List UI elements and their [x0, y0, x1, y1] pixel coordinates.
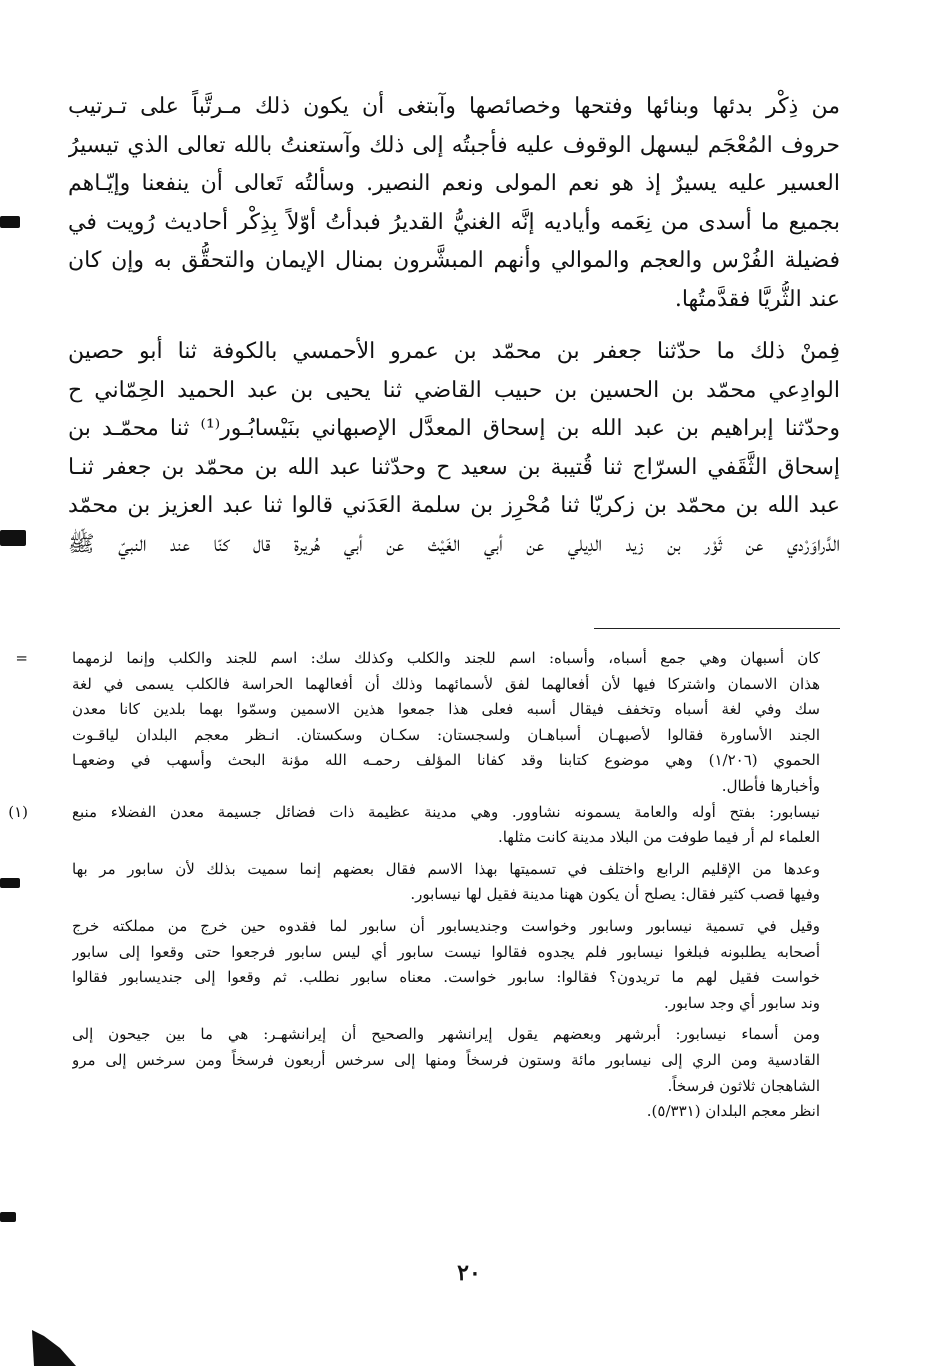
footnote-1-part-4: [72, 1022, 820, 1099]
paragraph-1: [68, 88, 840, 319]
text-line: حروف المُعْجَم ليسهل الوقوف عليه فأجبتُه إلى ذلك وآستعنتُ بالله تعالى الذي تيسيرُ: [68, 132, 840, 158]
footnote-line: كان أسبهان وهي جمع أسباه، وأسباه: اسم للجند والكلب وكذلك سك: اسم للجند والكلب وإنما لزمهما: [72, 649, 820, 667]
footnote-1-part-5: [72, 1099, 820, 1125]
text-line: عند الثُّريَّا فقدَّمتُها.: [674, 286, 840, 312]
footnote-1: [8, 800, 820, 851]
text-line: وحدّثنا إبراهيم بن عبد الله بن إسحاق المعدَّل الإصبهاني بنَيْسابُـور⁽¹⁾ ثنا محمّـد بن: [68, 416, 840, 441]
footnote-line: هذان الاسمان واشتركا فيها لأن أفعالهما لفق لأسمائهما وذلك أن أفعالهما الحراسة فالكلب يسمى في لغة: [72, 674, 820, 693]
footnote-line: وأخبارها فأطال.: [721, 776, 820, 795]
footnote-line: وفيها قصب كثير فقال: يصلح أن يكون ههنا مدينة فقيل لها نيسابور.: [410, 885, 820, 904]
main-text: [68, 88, 840, 564]
text-line: فِمنْ ذلك ما حدّثنا جعفر بن محمّد بن عمرو الأحمسي بالكوفة ثنا أبو حصين: [68, 339, 840, 364]
footnote-1-marker: (١): [8, 802, 28, 821]
scan-corner-mark: [30, 1330, 78, 1366]
footnote-line: سك وفي لغة أسباه وتخفف فيقال أسبه فعلى هذا جمعوا هذين الاسمين وسمّوا بهما بلدين كانا معدن: [72, 700, 820, 719]
footnote-line: وقيل في تسمية نيسابور وسابور وخواست وجنديسابور أن سابور لما فقدوه حين خرج من مملكته خرج: [72, 916, 820, 935]
text-line: بجميع ما أسدى من نِعَمه وأياديه إنَّه الغنيُّ القديرُ فبدأتُ أوّلاً بِذِكْر أحاديث رُويت في: [68, 209, 840, 235]
text-line: الوادِعي محمّد بن الحسين بن حبيب القاضي ثنا يحيى بن عبد الحميد الحِمّاني ح: [68, 377, 840, 403]
text-line: الدَّراوَرْدي عن ثَوْر بن زيد الدِيلي عن أبي الغَيْث عن أبي هُريرة قال كنّا عند النبيّ ﷺ: [68, 531, 840, 557]
text-line: فضيلة الفُرْس والعجم والموالي وأنهم المبشَّرون بمنال الإيمان والتحقُّق به وإن كان: [68, 248, 840, 273]
scan-edge-mark: [0, 216, 20, 228]
footnote-line: ومن أسماء نيسابور: أبرشهر وبعضهم يقول إيرانشهر والصحيح أن إيرانشهـر: هي ما بين جيحون إلى: [72, 1025, 820, 1044]
page-number: ٢٠: [457, 1260, 481, 1286]
footnote-line: أصحابه يطلبونه فبلغوا نيسابور فلم يجدوه فقالوا نيست سابور أي ليس سابور فرجعوا حتى وقعوا إلى سابور: [72, 942, 820, 961]
footnote-line: الحموي (١/٢٠٦) وهي موضوع كتابنا وقد كفانا المؤلف رحمـه الله مؤنة البحث وأسهب في وضعهـا: [72, 751, 820, 770]
footnote-line: الجند الأساورة فقالوا لأصبهـان أسباهـان ولسجستان: سكـان وسكستان. انـظر معجم البلدان لياقـوت: [72, 725, 820, 744]
text-line: عبد الله بن محمّد بن زكريّا ثنا مُحْرِز بن سلمة العَدَني قالوا ثنا عبد العزيز بن محمّد: [68, 493, 840, 518]
footnote-line: وعدها من الإقليم الرابع واختلف في تسميتها بهذا الاسم فقال بعضهم إنما سميت بذلك لأن سابور مر بها: [72, 859, 820, 878]
scan-edge-mark: [0, 530, 26, 546]
footnote-line: انظر معجم البلدان (٥/٣٣١).: [646, 1102, 820, 1121]
text-line: العسير عليه يسيرٌ إذ هو نعم المولى ونعم النصير. وسألتُه تَعالى أن ينفعنا وإيّـاهم: [68, 171, 840, 196]
footnote-line: الشاهجان ثلاثون فرسخاً.: [667, 1076, 820, 1095]
text-line: من ذِكْر بدئها وبنائها وفتحها وخصائصها وآبتغى أن يكون ذلك مـرتَّباً على تـرتيب: [68, 94, 840, 119]
continuation-marker: =: [15, 649, 28, 667]
paragraph-2: [68, 333, 840, 564]
scan-edge-mark: [0, 878, 20, 888]
footnote-line: وند سابور أي وجد سابور.: [663, 993, 820, 1012]
footnote-line: القادسية ومن الري إلى نيسابور مائة وستون فرسخاً ومنها إلى سرخس أربعون فرسخاً ومن سرخس إلى مرو: [72, 1050, 820, 1069]
footnote-1-part-3: [72, 914, 820, 1016]
scan-edge-mark: [0, 1212, 16, 1222]
footnote-line: العلماء لم أر فيما طوفت من البلاد مدينة كانت مثلها.: [497, 828, 820, 847]
footnotes: [8, 646, 820, 1125]
footnote-continuation: [15, 646, 820, 800]
text-line: إسحاق الثَّقَفي السرّاج ثنا قُتيبة بن سعيد ح وحدّثنا عبد الله بن محمّد بن جعفر ثنـا: [68, 454, 840, 480]
footnote-line: نيسابور: بفتح أوله والعامة يسمونه نشاوور. وهي مدينة عظيمة ذات فضائل جسيمة معدن الفضلاء منبع: [72, 802, 820, 821]
footnote-line: خواست فقيل لهم ما تريدون؟ فقالوا: سابور خواست. معناه سابور نطلب. ثم وقعوا إلى جنديسابور فقالوا: [72, 968, 820, 987]
footnote-1-part-2: [72, 857, 820, 908]
paragraph-gap: [68, 319, 840, 333]
footnote-separator: [594, 628, 840, 629]
